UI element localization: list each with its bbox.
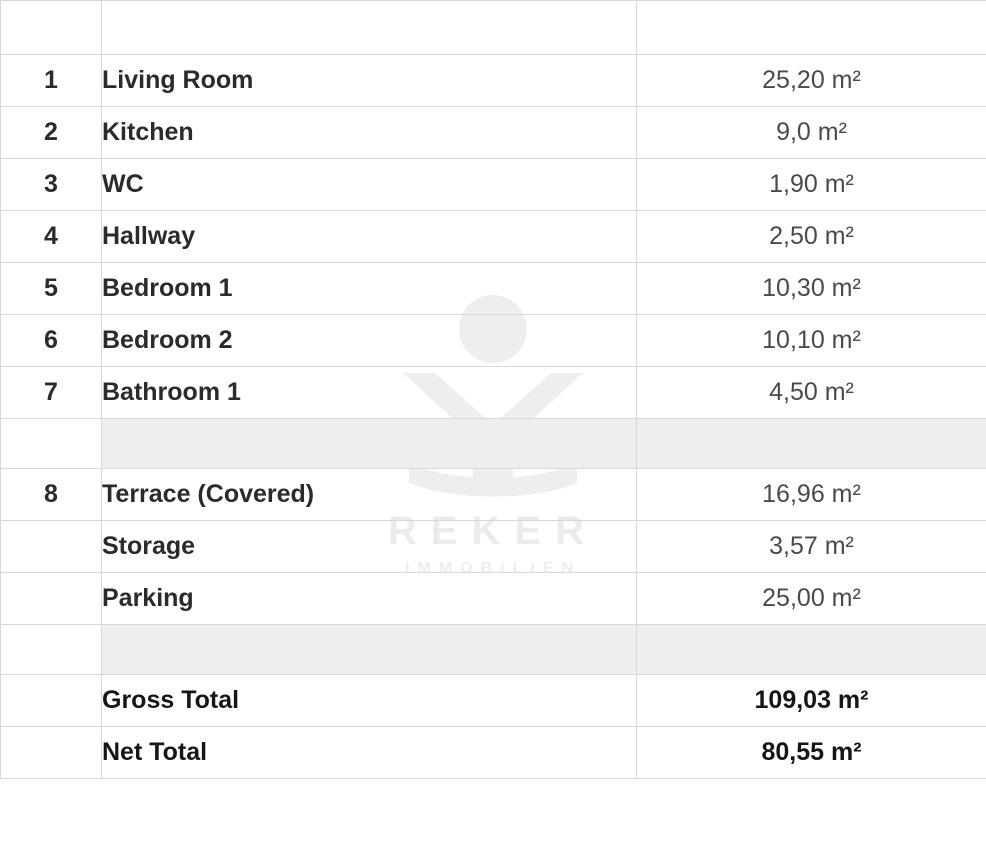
cell-room-name: Net Total — [102, 727, 637, 779]
cell-number — [1, 573, 102, 625]
table-header — [1, 1, 986, 55]
cell-room-name: WC — [102, 159, 637, 211]
cell-number: 2 — [1, 107, 102, 159]
table-row — [1, 521, 986, 573]
cell-room-name: Bedroom 2 — [102, 315, 637, 367]
cell-room-name: Hallway — [102, 211, 637, 263]
cell-surface: 2,50 m² — [637, 211, 986, 263]
cell-number: 1 — [1, 55, 102, 107]
cell-room-name — [102, 625, 637, 675]
cell-surface — [637, 419, 986, 469]
table-total-row — [1, 727, 986, 779]
column-header-number: # — [1, 1, 102, 55]
table-header-row — [1, 1, 986, 55]
table-row — [1, 315, 986, 367]
column-header-unit: A6 — [102, 1, 637, 55]
watermark-subtitle: IMMOBILIEN — [405, 560, 581, 577]
table-row — [1, 159, 986, 211]
cell-room-name: Living Room — [102, 55, 637, 107]
cell-surface — [637, 625, 986, 675]
cell-surface: 1,90 m² — [637, 159, 986, 211]
cell-room-name: Terrace (Covered) — [102, 469, 637, 521]
table-row — [1, 107, 986, 159]
cell-number: 6 — [1, 315, 102, 367]
cell-room-name: Gross Total — [102, 675, 637, 727]
cell-number — [1, 675, 102, 727]
cell-surface: 3,57 m² — [637, 521, 986, 573]
cell-number: 8 — [1, 469, 102, 521]
cell-surface: 16,96 m² — [637, 469, 986, 521]
cell-surface: 9,0 m² — [637, 107, 986, 159]
cell-room-name: Storage — [102, 521, 637, 573]
cell-surface: 109,03 m² — [637, 675, 986, 727]
table-row — [1, 573, 986, 625]
cell-room-name: Kitchen — [102, 107, 637, 159]
table-spacer-row — [1, 419, 986, 469]
cell-number: 7 — [1, 367, 102, 419]
cell-number — [1, 521, 102, 573]
table-row — [1, 211, 986, 263]
cell-number — [1, 419, 102, 469]
table-row — [1, 469, 986, 521]
cell-surface: 25,20 m² — [637, 55, 986, 107]
table-spacer-row — [1, 625, 986, 675]
table-row — [1, 263, 986, 315]
table-row — [1, 367, 986, 419]
cell-room-name: Bathroom 1 — [102, 367, 637, 419]
cell-room-name — [102, 419, 637, 469]
cell-number — [1, 727, 102, 779]
cell-room-name: Bedroom 1 — [102, 263, 637, 315]
table-body — [1, 55, 986, 779]
cell-surface: 25,00 m² — [637, 573, 986, 625]
cell-surface: 80,55 m² — [637, 727, 986, 779]
table-row — [1, 55, 986, 107]
cell-number: 4 — [1, 211, 102, 263]
column-header-surface: Surface — [637, 1, 986, 55]
cell-number: 5 — [1, 263, 102, 315]
cell-room-name: Parking — [102, 573, 637, 625]
cell-number: 3 — [1, 159, 102, 211]
cell-number — [1, 625, 102, 675]
cell-surface: 10,10 m² — [637, 315, 986, 367]
cell-surface: 10,30 m² — [637, 263, 986, 315]
cell-surface: 4,50 m² — [637, 367, 986, 419]
watermark-name: REKER — [387, 509, 599, 553]
table-total-row — [1, 675, 986, 727]
